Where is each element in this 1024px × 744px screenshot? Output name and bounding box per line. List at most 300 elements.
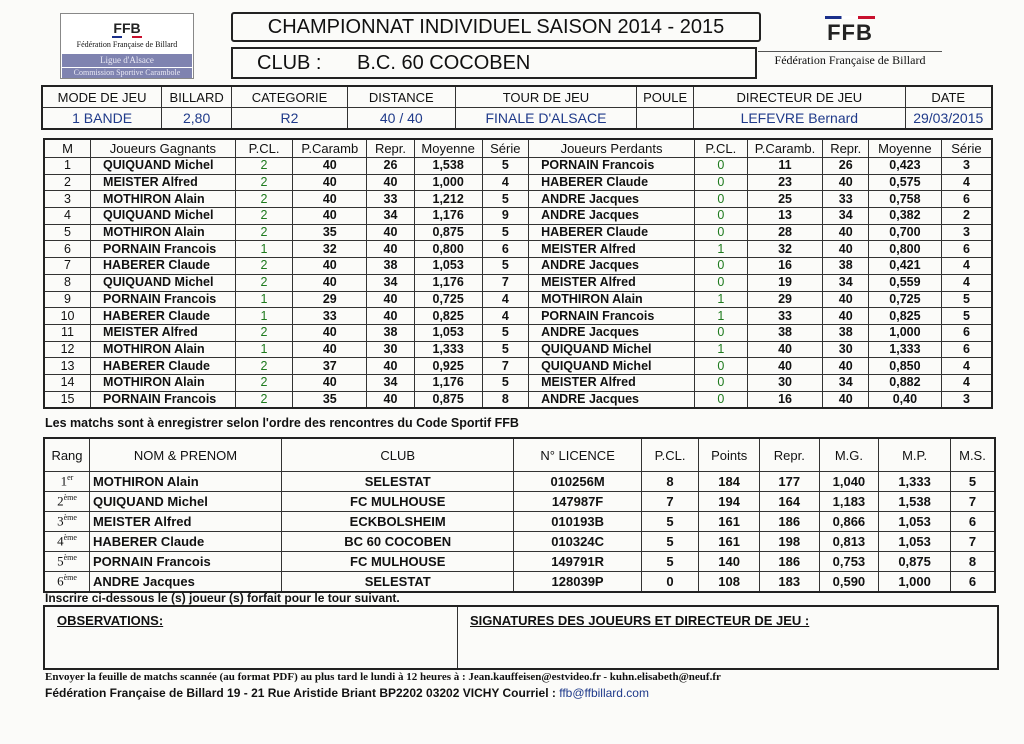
commission-band: Commission Sportive Carambole bbox=[62, 68, 192, 78]
match-cell: 2 bbox=[235, 158, 293, 175]
ranking-mg-cell: 0,813 bbox=[819, 532, 879, 552]
match-cell: 33 bbox=[367, 191, 415, 208]
ranking-repr-cell: 164 bbox=[759, 492, 819, 512]
match-cell: 30 bbox=[823, 341, 869, 358]
ranking-mp-cell: 0,875 bbox=[879, 552, 951, 572]
ranking-licence-cell: 128039P bbox=[514, 572, 641, 593]
match-cell: 0 bbox=[694, 191, 747, 208]
ranking-mp-cell: 1,053 bbox=[879, 512, 951, 532]
match-cell: 1,212 bbox=[414, 191, 482, 208]
match-cell: 9 bbox=[482, 208, 529, 225]
match-row bbox=[44, 324, 992, 341]
tour-de-jeu-value: FINALE D'ALSACE bbox=[455, 108, 636, 130]
match-cell: 1 bbox=[694, 241, 747, 258]
match-cell: 16 bbox=[747, 258, 823, 275]
match-cell: 2 bbox=[44, 174, 91, 191]
game-info-table bbox=[41, 85, 993, 130]
match-cell: 0,875 bbox=[414, 224, 482, 241]
mode-de-jeu-value: 1 BANDE bbox=[42, 108, 162, 130]
ranking-repr-cell: 186 bbox=[759, 552, 819, 572]
federation-text-right: Fédération Française de Billard bbox=[758, 51, 942, 68]
ranking-mg-cell: 0,590 bbox=[819, 572, 879, 593]
match-cell: 5 bbox=[482, 374, 529, 391]
ranking-name-cell: MEISTER Alfred bbox=[89, 512, 281, 532]
match-cell: 2 bbox=[235, 258, 293, 275]
match-cell: 1 bbox=[235, 308, 293, 325]
match-cell: 10 bbox=[44, 308, 91, 325]
match-cell: 30 bbox=[367, 341, 415, 358]
page-title: CHAMPIONNAT INDIVIDUEL SAISON 2014 - 2015 bbox=[231, 12, 761, 42]
ranking-mp-cell: 1,333 bbox=[879, 472, 951, 492]
billard-value: 2,80 bbox=[162, 108, 232, 130]
match-cell: MOTHIRON Alain bbox=[91, 341, 236, 358]
ranking-repr-cell: 177 bbox=[759, 472, 819, 492]
match-cell: MEISTER Alfred bbox=[91, 324, 236, 341]
match-row bbox=[44, 341, 992, 358]
matches-header-cell: Repr. bbox=[367, 139, 415, 158]
match-cell: 1 bbox=[235, 291, 293, 308]
ranking-row bbox=[44, 512, 995, 532]
match-cell: 40 bbox=[823, 291, 869, 308]
ranking-club-cell: FC MULHOUSE bbox=[281, 552, 513, 572]
match-cell: PORNAIN Francois bbox=[91, 291, 236, 308]
ffb-flag-bar-right bbox=[825, 16, 875, 19]
match-cell: 34 bbox=[823, 208, 869, 225]
match-cell: QUIQUAND Michel bbox=[91, 208, 236, 225]
match-cell: 0,423 bbox=[868, 158, 941, 175]
ranking-mg-cell: 1,183 bbox=[819, 492, 879, 512]
match-cell: MEISTER Alfred bbox=[529, 274, 695, 291]
match-cell: 0 bbox=[694, 274, 747, 291]
rank-number: 2 bbox=[57, 493, 64, 509]
match-cell: 0,382 bbox=[868, 208, 941, 225]
match-cell: 4 bbox=[482, 308, 529, 325]
ranking-pcl-cell: 5 bbox=[641, 532, 699, 552]
match-cell: 4 bbox=[941, 358, 992, 375]
match-cell: 33 bbox=[747, 308, 823, 325]
match-cell: 6 bbox=[941, 324, 992, 341]
observations-box bbox=[43, 605, 999, 670]
matches-header-cell: P.CL. bbox=[235, 139, 293, 158]
match-cell: 38 bbox=[367, 258, 415, 275]
match-cell: 12 bbox=[44, 341, 91, 358]
match-cell: 4 bbox=[44, 208, 91, 225]
match-cell: 40 bbox=[367, 391, 415, 408]
match-cell: 2 bbox=[235, 391, 293, 408]
ranking-mg-cell: 0,866 bbox=[819, 512, 879, 532]
match-cell: 33 bbox=[293, 308, 367, 325]
rank-position bbox=[44, 572, 89, 593]
match-row bbox=[44, 208, 992, 225]
match-cell: 0,725 bbox=[868, 291, 941, 308]
match-cell: 34 bbox=[367, 274, 415, 291]
match-cell: MOTHIRON Alain bbox=[91, 224, 236, 241]
match-cell: 40 bbox=[367, 241, 415, 258]
match-row bbox=[44, 291, 992, 308]
match-cell: 2 bbox=[235, 374, 293, 391]
match-cell: 40 bbox=[293, 374, 367, 391]
match-cell: 2 bbox=[235, 324, 293, 341]
info-header: DIRECTEUR DE JEU bbox=[694, 86, 905, 108]
match-cell: ANDRE Jacques bbox=[529, 324, 695, 341]
match-cell: QUIQUAND Michel bbox=[91, 274, 236, 291]
ranking-licence-cell: 147987F bbox=[514, 492, 641, 512]
match-cell: 38 bbox=[823, 324, 869, 341]
ranking-ms-cell: 5 bbox=[950, 472, 995, 492]
match-cell: 40 bbox=[823, 391, 869, 408]
match-cell: 16 bbox=[747, 391, 823, 408]
ranking-table bbox=[43, 437, 996, 593]
rank-suffix: ème bbox=[63, 493, 77, 503]
matches-header-cell: Moyenne bbox=[414, 139, 482, 158]
match-cell: 1,000 bbox=[868, 324, 941, 341]
match-row bbox=[44, 258, 992, 275]
match-cell: 14 bbox=[44, 374, 91, 391]
match-cell: 0,875 bbox=[414, 391, 482, 408]
match-row bbox=[44, 308, 992, 325]
match-row bbox=[44, 241, 992, 258]
match-cell: 2 bbox=[941, 208, 992, 225]
match-cell: 0,825 bbox=[868, 308, 941, 325]
ffb-logo bbox=[820, 16, 880, 46]
match-cell: 34 bbox=[823, 274, 869, 291]
match-cell: PORNAIN Francois bbox=[91, 391, 236, 408]
ranking-header-cell: NOM & PRENOM bbox=[89, 438, 281, 472]
match-cell: 0,725 bbox=[414, 291, 482, 308]
poule-value bbox=[637, 108, 694, 130]
club-value: B.C. 60 COCOBEN bbox=[357, 52, 531, 74]
matches-header-cell: Série bbox=[941, 139, 992, 158]
ranking-name-cell: MOTHIRON Alain bbox=[89, 472, 281, 492]
matches-header-cell: P.CL. bbox=[694, 139, 747, 158]
info-header: TOUR DE JEU bbox=[455, 86, 636, 108]
match-cell: 0,825 bbox=[414, 308, 482, 325]
date-value: 29/03/2015 bbox=[905, 108, 992, 130]
match-cell: 32 bbox=[747, 241, 823, 258]
match-cell: 4 bbox=[482, 174, 529, 191]
ranking-mp-cell: 1,538 bbox=[879, 492, 951, 512]
match-cell: 40 bbox=[823, 224, 869, 241]
match-cell: 2 bbox=[235, 191, 293, 208]
match-cell: 40 bbox=[747, 358, 823, 375]
match-cell: 40 bbox=[367, 308, 415, 325]
match-row bbox=[44, 274, 992, 291]
match-row bbox=[44, 158, 992, 175]
rank-number: 1 bbox=[60, 473, 68, 489]
ranking-club-cell: BC 60 COCOBEN bbox=[281, 532, 513, 552]
rank-number: 5 bbox=[57, 553, 64, 569]
match-cell: 3 bbox=[44, 191, 91, 208]
match-cell: 4 bbox=[941, 258, 992, 275]
matches-note: Les matchs sont à enregistrer selon l'ordre des rencontres du Code Sportif FFB bbox=[45, 416, 519, 430]
match-cell: 0,421 bbox=[868, 258, 941, 275]
ranking-name-cell: HABERER Claude bbox=[89, 532, 281, 552]
match-cell: 8 bbox=[44, 274, 91, 291]
match-cell: ANDRE Jacques bbox=[529, 391, 695, 408]
match-cell: 25 bbox=[747, 191, 823, 208]
match-row bbox=[44, 191, 992, 208]
matches-header-cell: Repr. bbox=[823, 139, 869, 158]
match-cell: 1,176 bbox=[414, 374, 482, 391]
match-cell: 0,758 bbox=[868, 191, 941, 208]
ranking-header-cell: N° LICENCE bbox=[514, 438, 641, 472]
ranking-points-cell: 194 bbox=[699, 492, 760, 512]
match-cell: QUIQUAND Michel bbox=[529, 341, 695, 358]
match-cell: 40 bbox=[293, 324, 367, 341]
rank-number: 4 bbox=[57, 533, 64, 549]
match-cell: 1 bbox=[694, 341, 747, 358]
match-cell: 0 bbox=[694, 224, 747, 241]
matches-header-cell: M bbox=[44, 139, 91, 158]
directeur-value: LEFEVRE Bernard bbox=[694, 108, 905, 130]
ranking-licence-cell: 149791R bbox=[514, 552, 641, 572]
matches-header-cell: P.Caramb bbox=[293, 139, 367, 158]
match-cell: 3 bbox=[941, 224, 992, 241]
forfait-instruction: Inscrire ci-dessous le (s) joueur (s) forfait pour le tour suivant. bbox=[45, 591, 400, 605]
ligue-alsace-logo bbox=[60, 13, 194, 79]
match-cell: 6 bbox=[482, 241, 529, 258]
ranking-header-cell: Repr. bbox=[759, 438, 819, 472]
match-cell: 40 bbox=[823, 358, 869, 375]
distance-value: 40 / 40 bbox=[347, 108, 455, 130]
match-cell: 0 bbox=[694, 258, 747, 275]
match-cell: PORNAIN Francois bbox=[91, 241, 236, 258]
match-cell: 0 bbox=[694, 158, 747, 175]
match-cell: HABERER Claude bbox=[529, 174, 695, 191]
match-cell: 40 bbox=[293, 274, 367, 291]
ranking-points-cell: 108 bbox=[699, 572, 760, 593]
match-cell: 0,882 bbox=[868, 374, 941, 391]
match-cell: 6 bbox=[44, 241, 91, 258]
matches-header-cell: Série bbox=[482, 139, 529, 158]
match-row bbox=[44, 224, 992, 241]
ranking-header-cell: M.G. bbox=[819, 438, 879, 472]
match-cell: 1,176 bbox=[414, 274, 482, 291]
match-cell: 40 bbox=[823, 241, 869, 258]
match-cell: 0 bbox=[694, 391, 747, 408]
match-cell: 29 bbox=[747, 291, 823, 308]
match-cell: HABERER Claude bbox=[91, 258, 236, 275]
match-cell: 0,850 bbox=[868, 358, 941, 375]
match-cell: 2 bbox=[235, 358, 293, 375]
match-cell: 0,40 bbox=[868, 391, 941, 408]
match-cell: 0 bbox=[694, 324, 747, 341]
ranking-name-cell: ANDRE Jacques bbox=[89, 572, 281, 593]
match-cell: HABERER Claude bbox=[91, 308, 236, 325]
club-box bbox=[231, 47, 757, 79]
match-cell: 1 bbox=[694, 291, 747, 308]
match-cell: MOTHIRON Alain bbox=[529, 291, 695, 308]
match-cell: 0 bbox=[694, 374, 747, 391]
match-cell: 5 bbox=[482, 191, 529, 208]
info-value-row bbox=[42, 108, 992, 130]
match-cell: 40 bbox=[293, 158, 367, 175]
rank-suffix: er bbox=[67, 473, 74, 483]
match-cell: 1 bbox=[235, 241, 293, 258]
match-cell: 3 bbox=[941, 158, 992, 175]
ranking-pcl-cell: 5 bbox=[641, 552, 699, 572]
match-cell: 1,000 bbox=[414, 174, 482, 191]
match-cell: MOTHIRON Alain bbox=[91, 374, 236, 391]
rank-position bbox=[44, 472, 89, 492]
match-cell: 7 bbox=[482, 274, 529, 291]
match-cell: 40 bbox=[293, 174, 367, 191]
ranking-name-cell: QUIQUAND Michel bbox=[89, 492, 281, 512]
match-cell: 15 bbox=[44, 391, 91, 408]
match-cell: 0,800 bbox=[868, 241, 941, 258]
match-cell: 23 bbox=[747, 174, 823, 191]
matches-header-cell: Joueurs Gagnants bbox=[91, 139, 236, 158]
ranking-row bbox=[44, 492, 995, 512]
matches-table bbox=[43, 138, 993, 409]
match-cell: 5 bbox=[482, 341, 529, 358]
match-cell: 6 bbox=[941, 241, 992, 258]
match-cell: 35 bbox=[293, 224, 367, 241]
info-header: CATEGORIE bbox=[232, 86, 348, 108]
matches-header-cell: Moyenne bbox=[868, 139, 941, 158]
rank-suffix: ème bbox=[63, 573, 77, 583]
match-cell: 40 bbox=[293, 341, 367, 358]
match-cell: 9 bbox=[44, 291, 91, 308]
match-cell: 40 bbox=[823, 174, 869, 191]
ffb-flag-bar bbox=[112, 36, 142, 38]
match-cell: MEISTER Alfred bbox=[529, 374, 695, 391]
ranking-header-cell: M.P. bbox=[879, 438, 951, 472]
match-cell: 0,925 bbox=[414, 358, 482, 375]
observations-divider bbox=[457, 607, 458, 668]
ranking-licence-cell: 010193B bbox=[514, 512, 641, 532]
match-cell: 40 bbox=[747, 341, 823, 358]
match-cell: 8 bbox=[482, 391, 529, 408]
ranking-mp-cell: 1,000 bbox=[879, 572, 951, 593]
match-cell: 40 bbox=[367, 291, 415, 308]
match-cell: 0,700 bbox=[868, 224, 941, 241]
ranking-mg-cell: 1,040 bbox=[819, 472, 879, 492]
match-cell: 5 bbox=[482, 324, 529, 341]
match-cell: 1 bbox=[44, 158, 91, 175]
match-cell: 11 bbox=[747, 158, 823, 175]
info-header: POULE bbox=[637, 86, 694, 108]
info-header: DATE bbox=[905, 86, 992, 108]
match-cell: 33 bbox=[823, 191, 869, 208]
federation-text: Fédération Française de Billard bbox=[76, 40, 178, 49]
match-cell: 4 bbox=[941, 174, 992, 191]
match-cell: 5 bbox=[482, 158, 529, 175]
match-cell: HABERER Claude bbox=[91, 358, 236, 375]
match-cell: MEISTER Alfred bbox=[529, 241, 695, 258]
ranking-ms-cell: 8 bbox=[950, 552, 995, 572]
match-cell: 1,176 bbox=[414, 208, 482, 225]
ranking-club-cell: ECKBOLSHEIM bbox=[281, 512, 513, 532]
rank-suffix: ème bbox=[63, 513, 77, 523]
ranking-header-cell: Points bbox=[699, 438, 760, 472]
match-cell: ANDRE Jacques bbox=[529, 208, 695, 225]
ffb-logo-text-right: FFB bbox=[827, 20, 873, 45]
matches-header-row bbox=[44, 139, 992, 158]
ranking-repr-cell: 186 bbox=[759, 512, 819, 532]
rank-suffix: ème bbox=[63, 553, 77, 563]
categorie-value: R2 bbox=[232, 108, 348, 130]
match-cell: 5 bbox=[44, 224, 91, 241]
match-cell: 40 bbox=[367, 358, 415, 375]
match-cell: 11 bbox=[44, 324, 91, 341]
rank-position bbox=[44, 492, 89, 512]
signatures-label: SIGNATURES DES JOUEURS ET DIRECTEUR DE JEU : bbox=[470, 613, 810, 628]
match-cell: ANDRE Jacques bbox=[529, 258, 695, 275]
match-cell: 0,800 bbox=[414, 241, 482, 258]
match-cell: 19 bbox=[747, 274, 823, 291]
match-cell: 4 bbox=[482, 291, 529, 308]
ranking-ms-cell: 7 bbox=[950, 492, 995, 512]
match-cell: 13 bbox=[747, 208, 823, 225]
ranking-pcl-cell: 8 bbox=[641, 472, 699, 492]
match-cell: 30 bbox=[747, 374, 823, 391]
ranking-ms-cell: 6 bbox=[950, 512, 995, 532]
ranking-name-cell: PORNAIN Francois bbox=[89, 552, 281, 572]
match-cell: 2 bbox=[235, 224, 293, 241]
match-cell: PORNAIN Francois bbox=[529, 308, 695, 325]
match-cell: 32 bbox=[293, 241, 367, 258]
match-cell: 40 bbox=[293, 191, 367, 208]
match-cell: 38 bbox=[367, 324, 415, 341]
observations-label: OBSERVATIONS: bbox=[57, 613, 164, 628]
match-cell: 1 bbox=[235, 341, 293, 358]
ranking-club-cell: SELESTAT bbox=[281, 572, 513, 593]
match-cell: 40 bbox=[367, 174, 415, 191]
ligue-band: Ligue d'Alsace bbox=[62, 54, 192, 67]
match-cell: ANDRE Jacques bbox=[529, 191, 695, 208]
match-cell: 37 bbox=[293, 358, 367, 375]
match-cell: 1,053 bbox=[414, 324, 482, 341]
info-header: MODE DE JEU bbox=[42, 86, 162, 108]
ffb-logo-text: FFB bbox=[113, 20, 141, 36]
match-cell: 40 bbox=[293, 258, 367, 275]
info-header: BILLARD bbox=[162, 86, 232, 108]
matches-header-cell: P.Caramb. bbox=[747, 139, 823, 158]
match-cell: QUIQUAND Michel bbox=[91, 158, 236, 175]
match-cell: 6 bbox=[941, 341, 992, 358]
rank-position bbox=[44, 552, 89, 572]
match-cell: 5 bbox=[941, 308, 992, 325]
match-cell: 1,538 bbox=[414, 158, 482, 175]
ranking-repr-cell: 198 bbox=[759, 532, 819, 552]
match-cell: QUIQUAND Michel bbox=[529, 358, 695, 375]
match-cell: 0 bbox=[694, 174, 747, 191]
info-header: DISTANCE bbox=[347, 86, 455, 108]
match-cell: MEISTER Alfred bbox=[91, 174, 236, 191]
match-cell: 2 bbox=[235, 274, 293, 291]
match-cell: 26 bbox=[823, 158, 869, 175]
match-cell: 35 bbox=[293, 391, 367, 408]
match-cell: 1 bbox=[694, 308, 747, 325]
match-cell: MOTHIRON Alain bbox=[91, 191, 236, 208]
ranking-header-cell: M.S. bbox=[950, 438, 995, 472]
ranking-licence-cell: 010324C bbox=[514, 532, 641, 552]
ranking-licence-cell: 010256M bbox=[514, 472, 641, 492]
match-cell: 34 bbox=[367, 208, 415, 225]
match-cell: 4 bbox=[941, 374, 992, 391]
match-cell: 0 bbox=[694, 358, 747, 375]
footer-email-link[interactable]: ffb@ffbillard.com bbox=[559, 686, 649, 700]
match-cell: 0 bbox=[694, 208, 747, 225]
match-cell: 1,333 bbox=[414, 341, 482, 358]
ranking-points-cell: 140 bbox=[699, 552, 760, 572]
match-cell: PORNAIN Francois bbox=[529, 158, 695, 175]
footer-instructions: Envoyer la feuille de matchs scannée (au format PDF) au plus tard le lundi à 12 heures à : Jean.kauffeisen@estvideo.fr - kuhn.elisabeth@neuf.fr bbox=[45, 671, 721, 683]
match-cell: 0,559 bbox=[868, 274, 941, 291]
ranking-header-cell: P.CL. bbox=[641, 438, 699, 472]
match-cell: 28 bbox=[747, 224, 823, 241]
